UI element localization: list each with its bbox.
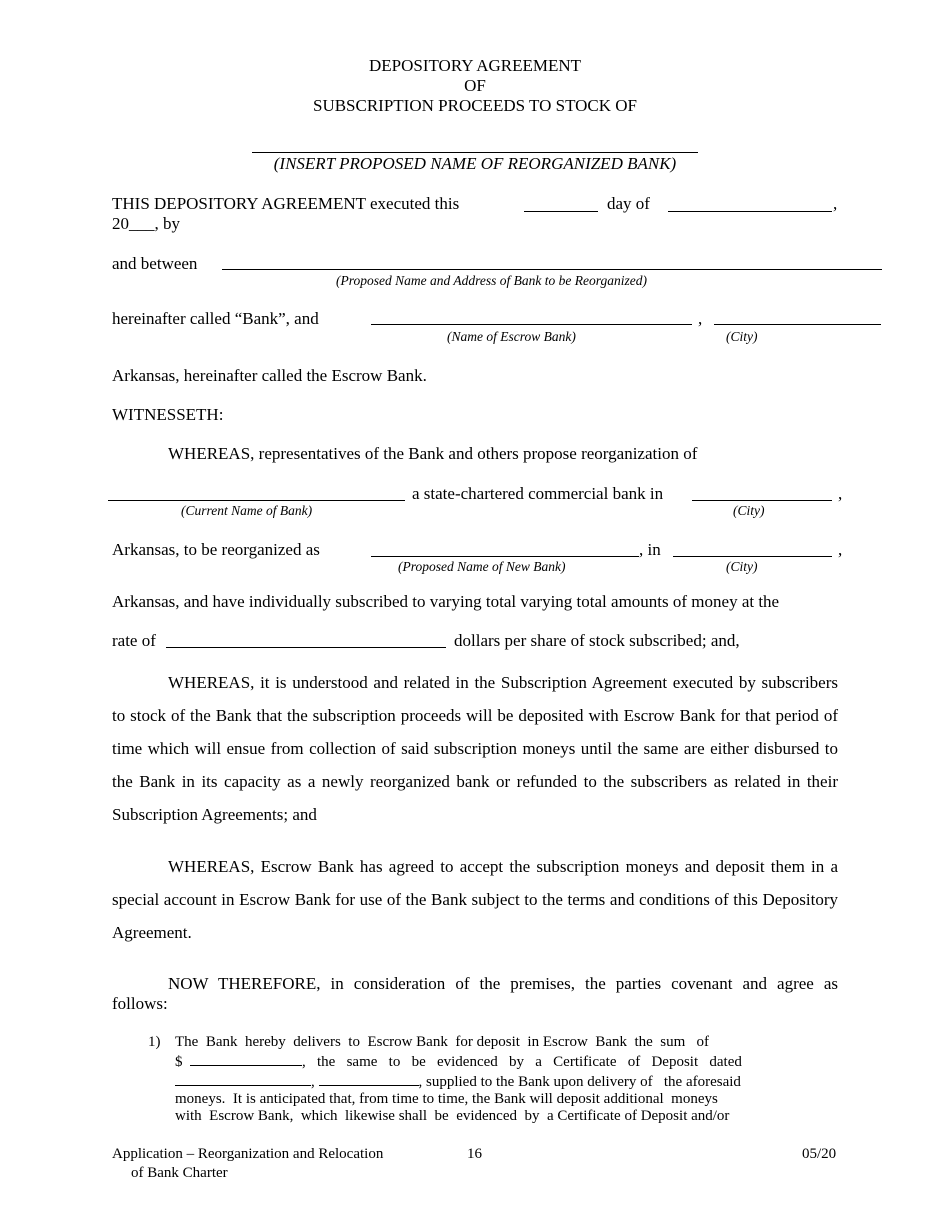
footer-left-line-1: Application – Reorganization and Relocation: [112, 1146, 384, 1162]
now-therefore-block: [112, 974, 838, 1014]
arkansas-reorganized-text: Arkansas, to be reorganized as: [112, 540, 320, 559]
rate-field[interactable]: [166, 647, 446, 648]
current-city-field[interactable]: [692, 500, 832, 501]
city-caption: (City): [726, 559, 758, 574]
new-city-field[interactable]: [673, 556, 832, 557]
comma: ,: [833, 194, 838, 213]
rate-of-label: rate of: [112, 631, 156, 650]
item-1-number: 1): [148, 1034, 161, 1050]
subscribed-text: Arkansas, and have individually subscribed to varying total varying total amounts of money at the: [112, 592, 780, 611]
bank-name-caption: (Proposed Name and Address of Bank to be Reorganized): [336, 273, 647, 288]
comma: ,: [838, 484, 843, 503]
year-text: 20___, by: [112, 214, 180, 233]
escrow-bank-name-field[interactable]: [371, 324, 692, 325]
cd-date-field[interactable]: [175, 1071, 311, 1086]
footer-left-line-2: of Bank Charter: [131, 1165, 228, 1181]
city-caption: (City): [733, 503, 765, 518]
item-1-line-1: The Bank hereby delivers to Escrow Bank for deposit in Escrow Bank the sum of: [175, 1034, 710, 1050]
title-line-1: DEPOSITORY AGREEMENT: [368, 56, 582, 75]
city-caption: (City): [726, 329, 758, 344]
month-field[interactable]: [668, 211, 832, 212]
page-number: 16: [467, 1146, 482, 1162]
new-bank-caption: (Proposed Name of New Bank): [398, 559, 566, 574]
day-of-text: day of: [607, 194, 650, 213]
sum-field[interactable]: [190, 1051, 302, 1066]
title-line-2: OF: [464, 76, 486, 95]
dollars-per-share-text: dollars per share of stock subscribed; and,: [454, 631, 740, 650]
dollar-sign: $: [175, 1054, 183, 1070]
title-line-3: SUBSCRIPTION PROCEEDS TO STOCK OF: [312, 96, 638, 115]
escrow-city-field[interactable]: [714, 324, 881, 325]
item-1-line-2-text: , the same to be evidenced by a Certificate of Deposit dated: [302, 1054, 742, 1070]
day-field[interactable]: [524, 211, 598, 212]
reorganized-bank-name-line[interactable]: [252, 152, 698, 153]
hereinafter-text: hereinafter called “Bank”, and: [112, 309, 319, 328]
comma: ,: [838, 540, 843, 559]
whereas-3-paragraph: WHEREAS, Escrow Bank has agreed to accept the subscription moneys and deposit them in a special account in Escrow Bank for use of the Bank subject to the terms and conditions of this Depository Agreement.: [112, 857, 838, 942]
comma: ,: [698, 309, 703, 328]
witnesseth-heading: WITNESSETH:: [112, 405, 224, 424]
current-bank-name-field[interactable]: [108, 500, 405, 501]
item-1-line-3: , , supplied to the Bank upon delivery of the aforesaid: [175, 1071, 797, 1091]
escrow-bank-caption: (Name of Escrow Bank): [447, 329, 576, 344]
current-bank-caption: (Current Name of Bank): [181, 503, 313, 518]
state-chartered-text: a state-chartered commercial bank in: [412, 484, 664, 503]
whereas-2-paragraph: WHEREAS, it is understood and related in the Subscription Agreement executed by subscribers to stock of the Bank that the subscription proceeds will be deposited with Escrow Bank for that period of time which will ensue from collection of said subscription moneys until the same are either disbursed to the Bank in its capacity as a newly reorganized bank or refunded to the subscribers as related in their Subscription Agreements; and: [112, 673, 838, 824]
new-bank-name-field[interactable]: [371, 556, 639, 557]
executed-text: THIS DEPOSITORY AGREEMENT executed this: [112, 194, 460, 213]
item-1-block: [175, 1034, 797, 1125]
item-1-line-3-text: , supplied to the Bank upon delivery of the aforesaid: [418, 1074, 741, 1090]
whereas-1-text: WHEREAS, representatives of the Bank and others propose reorganization of: [168, 444, 698, 463]
item-1-line-5: with Escrow Bank, which likewise shall be evidenced by a Certificate of Deposit and/or: [175, 1108, 730, 1124]
now-therefore-line-2: follows:: [112, 994, 168, 1013]
footer-date: 05/20: [802, 1146, 837, 1162]
now-therefore-line-1: NOW THEREFORE, in consideration of the premises, the parties covenant and agree as: [168, 974, 838, 993]
bank-name-address-field[interactable]: [222, 269, 882, 270]
arkansas-escrow-text: Arkansas, hereinafter called the Escrow Bank.: [112, 366, 427, 385]
cd-date-year-field[interactable]: [319, 1071, 419, 1086]
item-1-line-2: [175, 1051, 797, 1071]
insert-name-caption: (INSERT PROPOSED NAME OF REORGANIZED BANK): [273, 154, 677, 173]
item-1-line-4: moneys. It is anticipated that, from time to time, the Bank will deposit additional moneys: [175, 1091, 718, 1107]
in-text: , in: [639, 540, 661, 559]
and-between-label: and between: [112, 254, 198, 273]
